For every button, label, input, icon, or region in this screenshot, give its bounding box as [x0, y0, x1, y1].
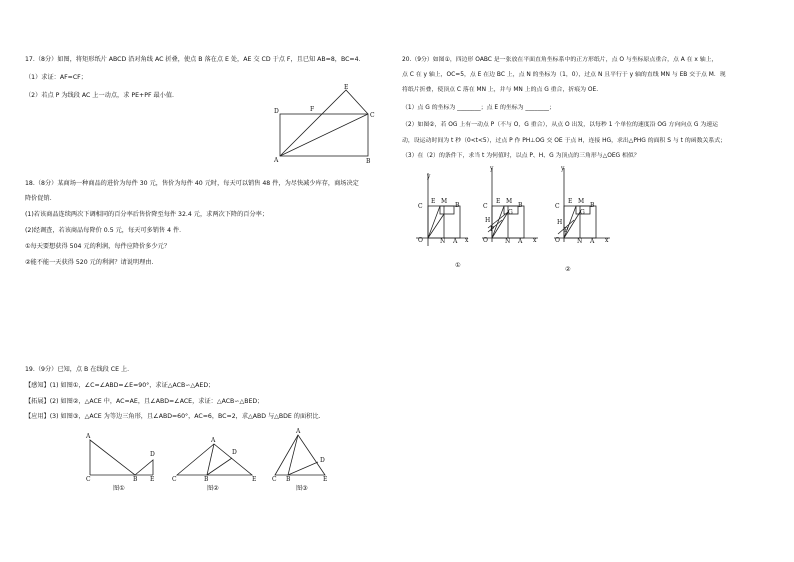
q17-label-c: C	[370, 112, 375, 119]
q19-fig1-label-b: B	[133, 476, 138, 483]
q20-g2-label-b: B	[518, 202, 523, 209]
q20-part3: （3）在（2）的条件下，求当 t 为何值时，以点 P、H、G 为顶点的三角形与△OEG 相似？	[402, 153, 640, 159]
q19-fig2-label-b: B	[204, 476, 209, 483]
q18-title: 18.（8分）某商场一种商品的进价为每件 30 元，售价为每件 40 元时，每天可以销售 48 件，为尽快减少库存，商场决定	[25, 180, 359, 187]
q20-g3-label-x: x	[605, 237, 609, 244]
q18-part1: (1)若该商品连续两次下调相同的百分率后售价降至每件 32.4 元，求两次下降的百分率；	[25, 211, 269, 218]
q20-g2-label-c: C	[483, 203, 488, 210]
q19-fig3-label-a: A	[296, 428, 301, 435]
q20-g3-label-a: A	[590, 238, 595, 245]
q20-g2-label-e: E	[496, 198, 501, 205]
q20-caption-2: ②	[565, 266, 571, 273]
q20-graph-3	[548, 160, 628, 260]
q20-part2a: （2）如图②，若 OG 上有一动点 P（不与 O，G 重合），从点 O 出发，以每秒 1 个单位的速度沿 OG 方向向点 G 为速运	[402, 122, 719, 128]
q18-part2: (2)经调查，若该商品每降价 0.5 元，每天可多销售 4 件．	[25, 227, 186, 234]
q20-g2-label-a: A	[518, 238, 523, 245]
q19-part2: 【拓展】(2) 如图②，△ACE 中，AC=AE，且∠ABD=∠ACE，求证：△ACB∽△BED；	[25, 398, 264, 405]
q17-label-e: E	[344, 84, 349, 91]
q20-line2: 点 C 在 y 轴上，OC=5，点 E 在边 BC 上，点 N 的坐标为（1，0），过点 N 且平行于 y 轴的直线 MN 与 EB 交于点 M．现	[402, 72, 726, 78]
q20-part2b: 动，设运动时间为 t 秒（0<t<5），过点 P 作 PH⊥OG 交 OE 于点 H，连接 HG，求出△PHG 的面积 S 与 t 的函数关系式；	[402, 138, 727, 144]
q19-fig2-caption: 图②	[207, 485, 219, 492]
q18-title-cont: 降价促销.	[25, 195, 52, 202]
q19-fig3-label-b: B	[286, 476, 291, 483]
q20-g3-label-m: M	[578, 198, 585, 205]
q19-fig3-label-c: C	[272, 476, 277, 483]
q20-g3-label-n: N	[577, 238, 583, 245]
q20-g1-label-a: A	[453, 238, 458, 245]
q19-part1: 【感知】(1) 如图①，∠C=∠ABD=∠E=90°，求证△ACB∽△AED；	[25, 382, 215, 389]
q20-g1-label-e: E	[431, 198, 436, 205]
q20-g1-label-o: O	[418, 237, 423, 244]
q20-g3-label-h: H	[557, 219, 563, 226]
q17-figure	[270, 82, 380, 168]
q20-line3: 将纸片折叠，使顶点 C 落在 MN 上，并与 MN 上的点 G 重合，折痕为 OE.	[402, 87, 599, 93]
q17-label-b: B	[366, 158, 371, 165]
q20-part1: （1）点 G 的坐标为 ________；点 E 的坐标为 ________；	[402, 105, 555, 111]
q20-g2-label-h: H	[485, 217, 491, 224]
q20-graph-2	[478, 160, 558, 260]
q17-label-f: F	[310, 106, 315, 113]
folded-triangle	[280, 90, 368, 156]
q19-figure-3	[270, 430, 340, 482]
q19-fig1-label-c: C	[86, 476, 91, 483]
q20-g2-label-n: N	[505, 238, 511, 245]
q18-part2-i: ①每天要想获得 504 元的利润，每件应降价多少元？	[25, 243, 171, 250]
q20-g3-label-g: G	[580, 209, 585, 216]
q20-g1-label-m: M	[441, 198, 448, 205]
q20-g1-label-b: B	[455, 202, 460, 209]
q19-fig2-label-a: A	[211, 437, 216, 444]
q20-g3-label-b: B	[590, 202, 595, 209]
q20-g2-label-g: G	[508, 209, 513, 216]
q19-fig1-caption: 图①	[113, 485, 125, 492]
q17-label-d: D	[274, 108, 279, 115]
q20-g2-label-x: x	[533, 237, 537, 244]
q20-g3-label-y: y	[561, 165, 565, 172]
q20-g3-label-o: O	[555, 237, 560, 244]
q20-line1: 20.（9分）如图①，四边形 OABC 是一张放在平面直角坐标系中的正方形纸片，点 O 与坐标原点重合，点 A 在 x 轴上，	[402, 57, 718, 63]
q20-caption-1: ①	[455, 262, 461, 269]
q19-fig1-label-d: D	[150, 451, 155, 458]
q18-part2-ii: ②能不能一天获得 520 元的利润？请说明理由.	[25, 259, 154, 266]
q20-g1-label-n: N	[440, 238, 446, 245]
q19-fig3-label-d: D	[320, 457, 325, 464]
q19-fig2-label-c: C	[172, 476, 177, 483]
q19-fig2-label-d: D	[232, 449, 237, 456]
q20-g2-label-m: M	[506, 198, 513, 205]
q19-fig2-label-e: E	[252, 476, 257, 483]
q19-fig1-label-a: A	[86, 433, 91, 440]
q20-g1-label-y: y	[427, 173, 431, 180]
q19-fig3-label-e: E	[323, 476, 328, 483]
q20-g2-label-y: y	[490, 165, 494, 172]
q19-title: 19.（9分）已知，点 B 在线段 CE 上.	[25, 366, 130, 373]
q17-part1: （1）求证：AF=CF；	[25, 74, 87, 81]
q19-figure-2	[172, 438, 262, 482]
q20-g3-label-p: P	[564, 227, 569, 234]
q19-fig3-caption: 图③	[296, 485, 308, 492]
diagonal-ac	[280, 114, 368, 156]
q20-g3-label-e: E	[568, 198, 573, 205]
q19-fig1-label-e: E	[150, 476, 155, 483]
q17-label-a: A	[274, 157, 279, 164]
q17-part2: （2）若点 P 为线段 AC 上一动点，求 PE+PF 最小值.	[25, 92, 174, 99]
q20-g1-label-c: C	[418, 203, 423, 210]
q20-g1-label-x: x	[465, 237, 469, 244]
q20-g2-label-p: P	[490, 226, 495, 233]
q20-g2-label-o: O	[483, 237, 488, 244]
q20-g3-label-c: C	[555, 203, 560, 210]
q17-title: 17.（8分）如图，将矩形纸片 ABCD 沿对角线 AC 折叠，使点 B 落在点 E 处，AE 交 CD 于点 F，且已知 AB=8，BC=4.	[25, 56, 361, 63]
q19-part3: 【应用】(3) 如图③，△ACE 为等边三角形，且∠ABD=60°，AC=6，BC=2，求△ABD 与△BDE 的面积比.	[25, 413, 321, 420]
